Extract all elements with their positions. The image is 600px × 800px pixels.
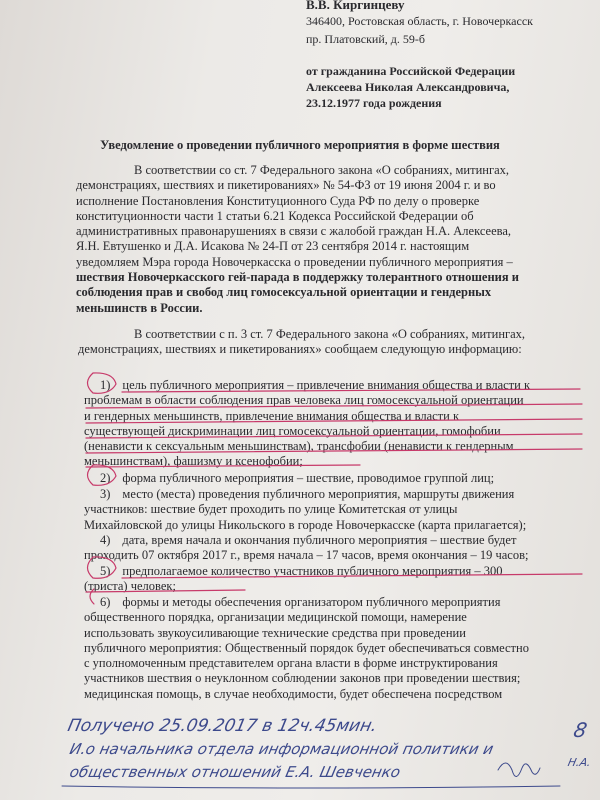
document-title: Уведомление о проведении публичного мероприятия в форме шествия <box>100 138 500 152</box>
list-item-2 <box>84 471 584 486</box>
list-item-1 <box>84 378 584 470</box>
handwritten-department-line: общественных отношений Е.А. Шевченко <box>68 763 403 781</box>
item-line: существующей дискриминации лиц гомосексуальной ориентации, гомофобии <box>84 423 501 438</box>
intro-bold-line: шествия Новочеркасского гей-парада в поддержку толерантного отношения и <box>76 270 519 285</box>
info-paragraph <box>78 327 578 358</box>
list-item-6 <box>84 595 584 702</box>
item-line: дата, время начала и окончания публичного мероприятия – шествие будет <box>122 533 517 547</box>
item-line: общественного порядка, организации медицинской помощи, намерение <box>84 610 467 625</box>
item-number: 3) <box>100 487 111 501</box>
intro-bold-line: соблюдения прав и свобод лиц гомосексуальной ориентации и гендерных <box>76 285 492 300</box>
intro-bold-line: меньшинств в России. <box>76 300 203 315</box>
item-line: (триста) человек; <box>84 579 176 594</box>
item-number: 6) <box>100 595 111 609</box>
intro-line: исполнение Постановления Конституционного Суда РФ по делу о проверке <box>76 193 480 208</box>
item-number: 5) <box>100 564 111 578</box>
item-number: 4) <box>100 533 111 547</box>
item-line: с уполномоченным представителем органа власти в форме инструктирования <box>84 656 498 671</box>
list-item-5 <box>84 564 584 595</box>
item-number: 2) <box>100 471 111 485</box>
recipient-address-line1: 346400, Ростовская область, г. Новочеркасск <box>306 14 533 28</box>
intro-line: демонстрациях, шествиях и пикетированиях» № 54-ФЗ от 19 июня 2004 г. и во <box>76 178 496 193</box>
sender-line1: от гражданина Российской Федерации <box>306 64 516 78</box>
handwritten-official-line: И.о начальника отдела информационной политики и <box>68 740 496 758</box>
item-line: Михайловской до улицы Никольского в городе Новочеркасске (карта прилагается); <box>84 517 527 532</box>
item-line: формы и методы обеспечения организатором публичного мероприятия <box>122 595 501 609</box>
recipient-name: В.В. Киргинцеву <box>306 0 405 12</box>
handwritten-received-line: Получено 25.09.2017 в 12ч.45мин. <box>65 716 379 736</box>
item-line: форма публичного мероприятия – шествие, проводимое группой лиц; <box>122 471 495 485</box>
list-item-3 <box>84 487 584 533</box>
handwritten-page-mark: 8 <box>571 718 590 742</box>
item-line: участников шествия о неуклонном соблюдении законов при проведении шествия; <box>84 671 521 686</box>
handwritten-corner-note: Н.А. <box>566 756 593 769</box>
item-line: (ненависти к сексуальным меньшинствам), трансфобии (ненависти к гендерным <box>84 439 514 454</box>
intro-line: административных правонарушениях в связи с жалобой граждан Н.А. Алексеева, <box>76 224 512 239</box>
item-line: публичного мероприятия: Общественный порядок будет обеспечиваться совместно <box>84 640 529 655</box>
handwritten-underline <box>62 786 560 788</box>
info-line: демонстрациях, шествиях и пикетированиях» сообщаем следующую информацию: <box>78 342 522 357</box>
item-line: цель публичного мероприятия – привлечение внимания общества и власти к <box>122 378 531 392</box>
sender-line2: Алексеева Николая Александровича, <box>306 80 510 94</box>
intro-line: Я.Н. Евтушенко и Д.А. Исакова № 24-П от 23 сентября 2014 г. настоящим <box>76 239 470 254</box>
intro-line: уведомляем Мэра города Новочеркасска о проведении публичного мероприятия – <box>76 254 513 269</box>
info-line: В соответствии с п. 3 ст. 7 Федерального закона «О собраниях, митингах, <box>134 327 526 341</box>
intro-line: В соответствии со ст. 7 Федерального закона «О собраниях, митингах, <box>134 163 509 177</box>
sender-line3: 23.12.1977 года рождения <box>306 96 442 110</box>
item-line: медицинская помощь, в случае необходимости, будет обеспечена посредством <box>84 686 503 701</box>
item-line: проходить 07 октября 2017 г., время начала – 17 часов, время окончания – 19 часов; <box>84 548 529 563</box>
item-line: предполагаемое количество участников публичного мероприятия – 300 <box>122 564 503 578</box>
item-line: участников: шествие будет проходить по улице Комитетская от улицы <box>84 502 458 517</box>
recipient-address-line2: пр. Платовский, д. 59-б <box>306 32 425 46</box>
item-number: 1) <box>100 378 111 392</box>
item-line: использовать звукоусиливающие технические средства при проведении <box>84 625 466 640</box>
intro-line: конституционности части 1 статьи 6.21 Кодекса Российской Федерации об <box>76 208 474 223</box>
item-line: проблемам в области соблюдения прав человека лиц гомосексуальной ориентации <box>84 393 524 408</box>
item-line: меньшинствам), фашизму и ксенофобии; <box>84 454 303 469</box>
item-line: место (места) проведения публичного мероприятия, маршруты движения <box>122 487 515 501</box>
item-line: и гендерных меньшинств, привлечение внимания общества и власти к <box>84 408 460 423</box>
signature-scribble <box>498 763 540 777</box>
list-item-4 <box>84 533 584 564</box>
intro-paragraph <box>76 163 576 316</box>
